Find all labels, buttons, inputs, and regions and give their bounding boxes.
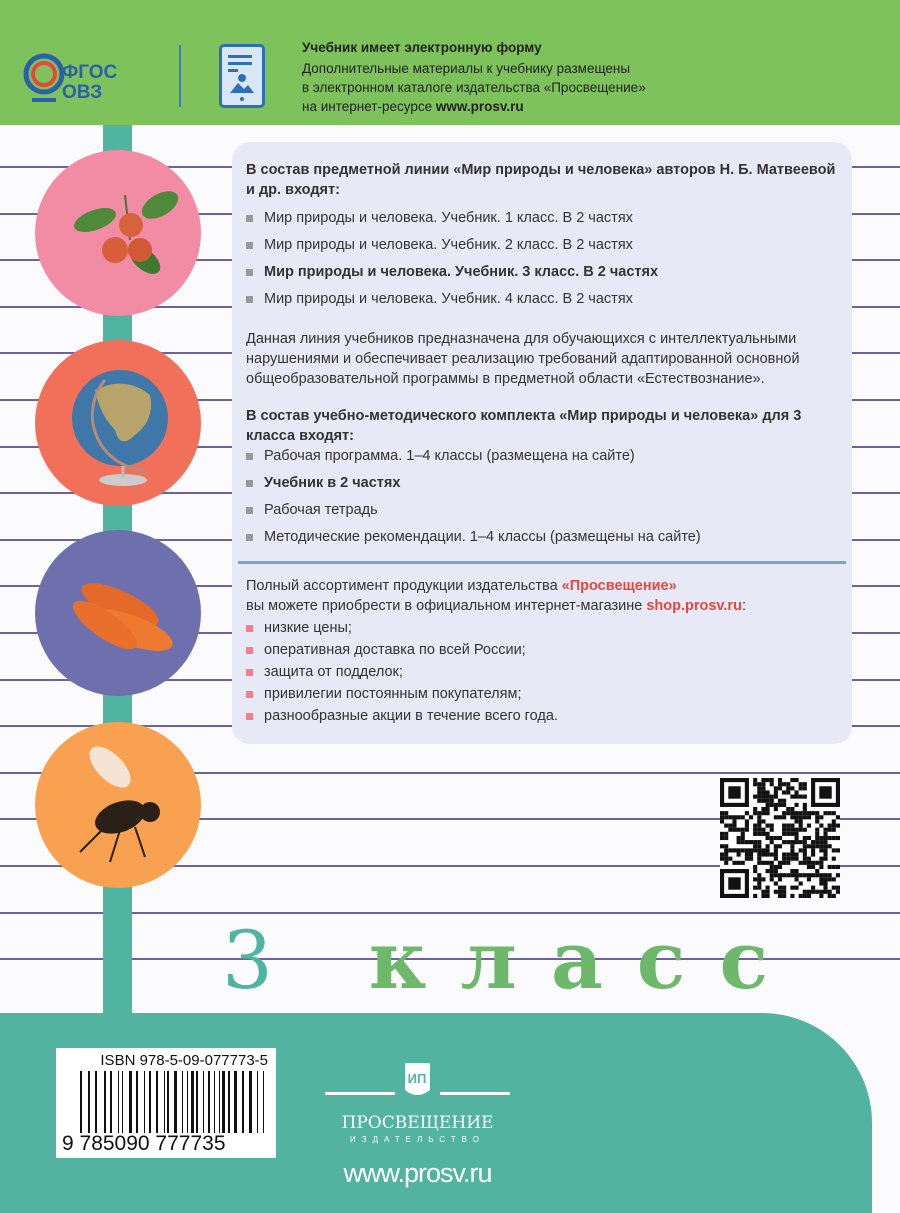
tablet-icon xyxy=(219,44,265,108)
fgos-label: ФГОС ОВЗ xyxy=(62,62,118,103)
series-description: Данная линия учебников предназначена для обучающихся с интеллектуальными нарушениями и обеспечивает реализацию требований адаптированной основной общеобразовательной программы в предметной области «Естествознание». xyxy=(246,331,800,387)
barcode-bars xyxy=(80,1071,268,1133)
isbn-barcode: ISBN 978-5-09-077773-5 9 785090 777735 xyxy=(56,1048,276,1158)
product-line-info-panel xyxy=(232,142,852,744)
svg-text:ИП: ИП xyxy=(407,1071,427,1086)
website-link[interactable]: www.prosv.ru xyxy=(435,99,524,114)
divider xyxy=(179,45,181,107)
grade-title: 3 класс xyxy=(222,913,803,1007)
list-item: Рабочая программа. 1–4 классы (размещена на сайте) xyxy=(246,446,838,466)
list-item: Мир природы и человека. Учебник. 2 класс. В 2 частях xyxy=(246,235,838,255)
benefits-list xyxy=(246,618,838,726)
list-item: Методические рекомендации. 1–4 классы (размещены на сайте) xyxy=(246,527,838,547)
shop-link[interactable]: shop.prosv.ru xyxy=(646,598,742,614)
list-item: Мир природы и человека. Учебник. 3 класс. В 2 частях xyxy=(246,262,838,282)
shop-text: Полный ассортимент продукции издательства «Просвещение» xyxy=(246,578,677,594)
prosveshchenie-logo-icon xyxy=(325,1058,510,1100)
publisher-logo: ИП ПРОСВЕЩЕНИЕ ИЗДАТЕЛЬСТВО www.prosv.ru xyxy=(325,1058,510,1189)
list-item: Мир природы и человека. Учебник. 4 класс. В 2 частях xyxy=(246,289,838,309)
kit-heading: В состав учебно-методического комплекта «Мир природы и человека» для 3 класса входят: xyxy=(246,408,802,444)
globe-image xyxy=(35,340,201,506)
list-item: Мир природы и человека. Учебник. 1 класс. В 2 частях xyxy=(246,208,838,228)
series-heading: В состав предметной линии «Мир природы и человека» авторов Н. Б. Матвеевой и др. входят: xyxy=(246,162,836,198)
fly-image xyxy=(35,722,201,888)
list-item: оперативная доставка по всей России; xyxy=(246,640,838,660)
publisher-website-link[interactable]: www.prosv.ru xyxy=(343,1158,492,1188)
shop-text-2: вы можете приобрести в официальном интернет-магазине shop.prosv.ru: xyxy=(246,598,746,614)
carrots-image xyxy=(35,530,201,696)
list-item: привилегии постоянным покупателям; xyxy=(246,684,838,704)
list-item: разнообразные акции в течение всего года. xyxy=(246,706,838,726)
divider xyxy=(238,561,846,564)
list-item: Учебник в 2 частях xyxy=(246,473,838,493)
rosehip-image xyxy=(35,150,201,316)
kit-list xyxy=(246,446,838,547)
electronic-form-notice: Учебник имеет электронную форму Дополнительные материалы к учебнику размещены в электронном каталоге издательства «Просвещение» на интернет-ресурсе www.prosv.ru xyxy=(302,40,646,114)
list-item: низкие цены; xyxy=(246,618,838,638)
header-banner xyxy=(0,0,900,125)
list-item: Рабочая тетрадь xyxy=(246,500,838,520)
qr-code[interactable] xyxy=(720,778,840,898)
list-item: защита от подделок; xyxy=(246,662,838,682)
series-list xyxy=(246,208,838,309)
